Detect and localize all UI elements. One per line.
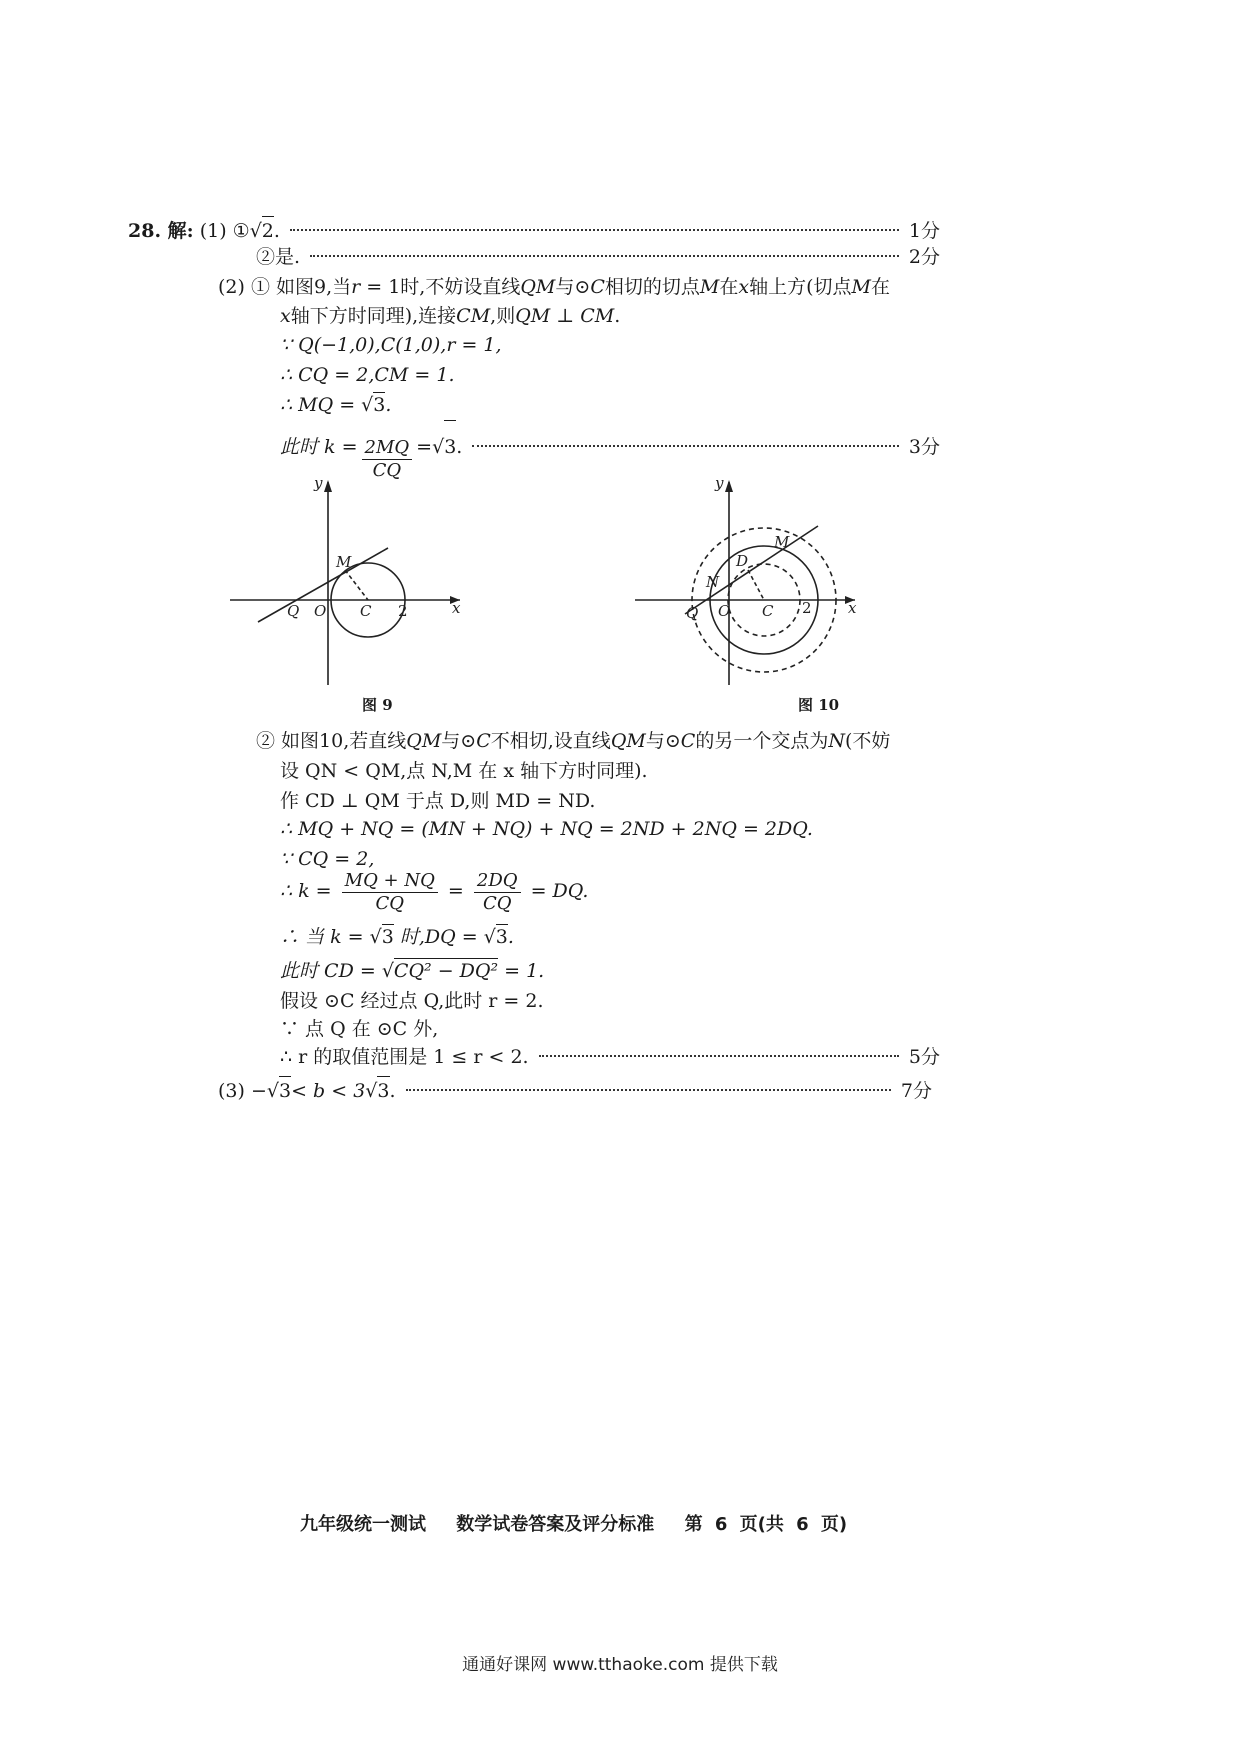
y-arrow [725,480,733,492]
text: = [416,436,433,458]
var-qm: QM [610,730,646,752]
cq-cm-line: ∴ CQ = 2,CM = 1. [280,364,455,386]
label-2: 2 [398,602,408,620]
period: . [614,305,621,327]
text: ∴ 当 k = [280,926,370,948]
exam-name: 九年级统一测试 [300,1514,426,1535]
label-y: y [314,474,323,492]
var-x: x [280,305,291,327]
perpendicular-line: 作 CD ⊥ QM 于点 D,则 MD = ND. [280,790,596,812]
leader-dots [472,445,899,447]
text: (不妨 [844,730,891,752]
text: < b < 3 [291,1080,366,1102]
part2-2-intro-line-2: 设 QN < QM,点 N,M 在 x 轴下方时同理). [280,760,648,782]
var-x: x [738,276,750,298]
page-number: 第 6 页(共 6 页) [684,1514,848,1535]
text: = 1. [498,960,545,982]
text: 与⊙ [555,276,591,298]
sqrt-symbol: √ [483,926,496,948]
relation: QM ⊥ CM [515,305,615,327]
k-dq-line [280,866,588,916]
sqrt-symbol: √ [266,1080,279,1102]
sqrt-arg: 3 [373,394,386,416]
period: . [385,394,392,416]
part2-intro-line [218,274,890,300]
text: = 1时,不妨设直线 [360,276,521,298]
text: (2) ① 如图9,当 [218,276,352,298]
text: ② 如图10,若直线 [256,730,407,752]
numerator: 2MQ [362,437,413,460]
download-watermark: 通通好课网 www.tthaoke.com 提供下载 [462,1655,778,1675]
sqrt-arg: 3 [444,420,456,472]
text: 与⊙ [441,730,477,752]
text: 在 [719,276,739,298]
text: 相切的切点 [604,276,700,298]
figure-9 [230,470,480,690]
figure-9-caption: 图 9 [362,696,393,714]
range-line [280,1044,940,1070]
answer-28-1-line [128,216,940,244]
var-c: C [590,276,605,298]
var-r: r [351,276,361,298]
part3-line [218,1076,932,1104]
label-n: N [706,573,720,591]
denominator: CQ [482,892,512,914]
text: 此时 k = [280,436,358,458]
denominator: CQ [372,460,402,481]
text: = [447,880,470,902]
sqrt-arg: 3 [279,1076,291,1104]
text: ∴ MQ = [280,394,362,416]
sqrt-symbol: √ [249,220,262,242]
text: 时,DQ = [393,926,484,948]
label-2: 2 [802,599,812,617]
score: 5分 [908,1046,940,1068]
sqrt-symbol: √ [369,926,382,948]
text: 与⊙ [645,730,681,752]
numerator: MQ + NQ [342,870,438,893]
answer-28-1-2-line [256,244,940,270]
label-x: x [848,599,857,617]
score: 7分 [900,1080,932,1102]
k-sqrt3-line [280,924,514,950]
given-line: ∵ Q(−1,0),C(1,0),r = 1, [280,334,502,356]
text: 不相切,设直线 [490,730,611,752]
var-m: M [699,276,720,298]
score: 1分 [908,220,940,242]
sqrt-arg: 3 [381,926,394,948]
outside-line: ∵ 点 Q 在 ⊙C 外, [280,1018,439,1040]
text: ,则 [490,305,516,327]
sqrt-arg: 2 [262,216,274,244]
part1-2-text: ②是. [256,246,301,268]
sqrt-arg: 3 [495,926,508,948]
fraction-1 [342,870,438,915]
period: . [389,1080,396,1102]
part2-intro-line-2 [280,303,620,329]
sqrt-symbol: √ [381,960,394,982]
leader-dots [310,255,899,257]
score: 2分 [908,246,940,268]
var-c: C [476,730,491,752]
figure-10-caption: 图 10 [798,696,840,714]
label-m: M [336,553,352,571]
var-n: N [828,730,845,752]
label-c: C [762,602,774,620]
page-footer [300,1510,940,1536]
var-c: C [680,730,696,752]
var-qm: QM [406,730,442,752]
y-arrow [324,480,332,492]
label-o: O [314,602,327,620]
part2-2-intro-line [256,728,890,754]
text: 在 [870,276,890,298]
var-cm: CM [456,305,491,327]
cd-line [280,958,544,984]
sum-line: ∴ MQ + NQ = (MN + NQ) + NQ = 2ND + 2NQ = 2DQ. [280,818,813,840]
label-q: Q [287,602,300,620]
denominator: CQ [375,892,405,914]
var-m: M [851,276,871,298]
paper-name: 数学试卷答案及评分标准 [456,1514,655,1535]
text: (3) − [218,1080,267,1102]
radius-cm [345,570,368,600]
label-o: O [718,602,731,620]
label-c: C [360,602,372,620]
period: . [456,436,463,458]
text: ∴ k = [280,880,338,902]
mq-line [280,392,391,418]
sqrt-symbol: √ [432,436,445,458]
leader-dots [539,1055,899,1057]
leader-dots [290,229,899,231]
text: ∴ r 的取值范围是 1 ≤ r < 2. [280,1046,529,1068]
var-qm: QM [520,276,556,298]
sqrt-symbol: √ [365,1080,378,1102]
cq-line: ∵ CQ = 2, [280,848,375,870]
assume-line: 假设 ⊙C 经过点 Q,此时 r = 2. [280,990,544,1012]
fraction-2 [474,870,521,915]
numerator: 2DQ [474,870,521,893]
label-q: Q [686,604,699,622]
part1-prefix: (1) ① [199,220,250,242]
text: 轴下方时同理),连接 [290,305,457,327]
score: 3分 [908,436,940,458]
label-d: D [736,552,749,570]
sqrt-arg: CQ² − DQ² [393,960,499,982]
segment-cd [748,570,764,600]
label-y: y [715,474,724,492]
period: . [507,926,514,948]
problem-label: 28. 解: [128,220,194,242]
text: 此时 CD = [280,960,382,982]
leader-dots [406,1089,891,1091]
sqrt-symbol: √ [361,394,374,416]
label-m: M [774,533,790,551]
text: 轴上方(切点 [749,276,852,298]
label-x: x [452,599,461,617]
text: = DQ. [530,880,589,902]
figure-10 [630,470,880,690]
sqrt-arg: 3 [377,1076,389,1104]
text: 的另一个交点为 [695,730,829,752]
period: . [273,220,280,242]
